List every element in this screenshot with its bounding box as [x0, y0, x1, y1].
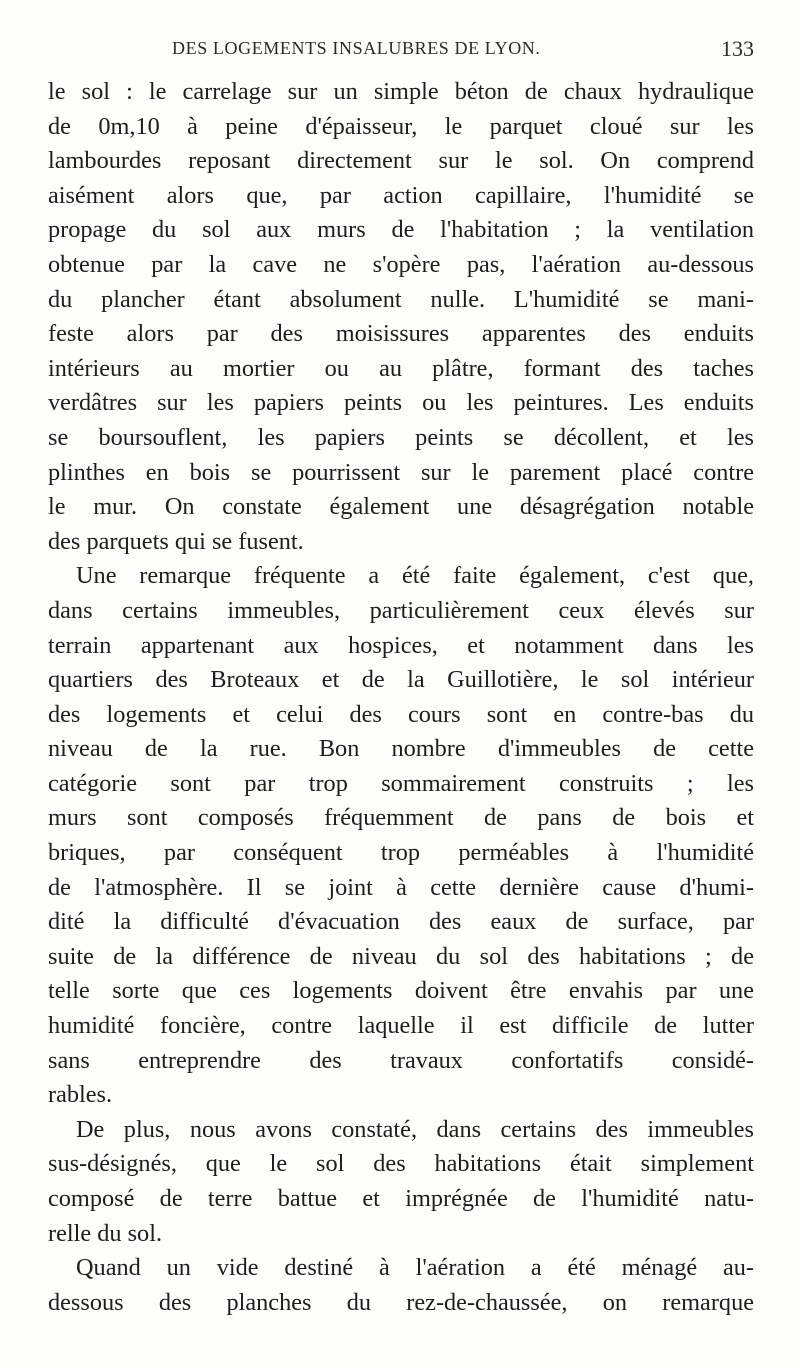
- text-line: sus-désignés, que le sol des habitations était simplement: [48, 1150, 754, 1178]
- text-line: lambourdes reposant directement sur le sol. On comprend: [48, 147, 754, 175]
- text-line: de l'atmosphère. Il se joint à cette dernière cause d'humi-: [48, 873, 754, 901]
- running-head: [48, 38, 754, 64]
- text-line: de 0m,10 à peine d'épaisseur, le parquet cloué sur les: [48, 112, 754, 140]
- text-line: relle du sol.: [48, 1219, 163, 1247]
- text-line: obtenue par la cave ne s'opère pas, l'aération au-dessous: [48, 250, 754, 278]
- paragraph-4: [48, 1251, 754, 1320]
- text-line: des logements et celui des cours sont en contre-bas du: [48, 700, 754, 728]
- text-line: murs sont composés fréquemment de pans de bois et: [48, 804, 754, 832]
- text-line: sans entreprendre des travaux confortatifs considé-: [48, 1046, 754, 1074]
- text-line: terrain appartenant aux hospices, et notamment dans les: [48, 631, 754, 659]
- text-line: suite de la différence de niveau du sol des habitations ; de: [48, 942, 754, 970]
- text-line: niveau de la rue. Bon nombre d'immeubles de cette: [48, 735, 754, 763]
- text-line: propage du sol aux murs de l'habitation ; la ventilation: [48, 216, 754, 244]
- text-line: des parquets qui se fusent.: [48, 527, 304, 555]
- text-line: briques, par conséquent trop perméables à l'humidité: [48, 839, 754, 867]
- text-line: se boursouflent, les papiers peints se décollent, et les: [48, 423, 754, 451]
- text-line: De plus, nous avons constaté, dans certains des immeubles: [76, 1115, 754, 1143]
- text-line: plinthes en bois se pourrissent sur le parement placé contre: [48, 458, 754, 486]
- running-title: DES LOGEMENTS INSALUBRES DE LYON.: [172, 38, 541, 58]
- text-line: rables.: [48, 1081, 113, 1109]
- text-line: feste alors par des moisissures apparentes des enduits: [48, 320, 754, 348]
- text-line: du plancher étant absolument nulle. L'humidité se mani-: [48, 285, 754, 313]
- text-line: le mur. On constate également une désagrégation notable: [48, 493, 754, 521]
- text-line: composé de terre battue et imprégnée de l'humidité natu-: [48, 1185, 754, 1212]
- text-line: quartiers des Broteaux et de la Guillotière, le sol intérieur: [48, 666, 754, 694]
- text-line: dessous des planches du rez-de-chaussée, on remarque: [48, 1288, 754, 1316]
- text-line: aisément alors que, par action capillaire, l'humidité se: [48, 181, 754, 209]
- paragraph-2: [48, 559, 754, 1113]
- body-text: [48, 75, 754, 1320]
- paragraph-1: [48, 75, 754, 559]
- paragraph-3: [48, 1113, 754, 1251]
- text-line: le sol : le carrelage sur un simple béton de chaux hydraulique: [48, 78, 754, 105]
- text-line: intérieurs au mortier ou au plâtre, formant des taches: [48, 354, 754, 382]
- text-line: dans certains immeubles, particulièrement ceux élevés sur: [48, 596, 754, 624]
- text-line: Une remarque fréquente a été faite également, c'est que,: [76, 562, 754, 590]
- text-line: verdâtres sur les papiers peints ou les peintures. Les enduits: [48, 389, 754, 417]
- text-line: Quand un vide destiné à l'aération a été ménagé au-: [76, 1254, 754, 1282]
- page-number: 133: [721, 36, 754, 61]
- text-line: catégorie sont par trop sommairement construits ; les: [48, 769, 754, 797]
- text-line: humidité foncière, contre laquelle il est difficile de lutter: [48, 1012, 754, 1040]
- text-line: telle sorte que ces logements doivent être envahis par une: [48, 977, 754, 1005]
- text-line: dité la difficulté d'évacuation des eaux de surface, par: [48, 908, 754, 936]
